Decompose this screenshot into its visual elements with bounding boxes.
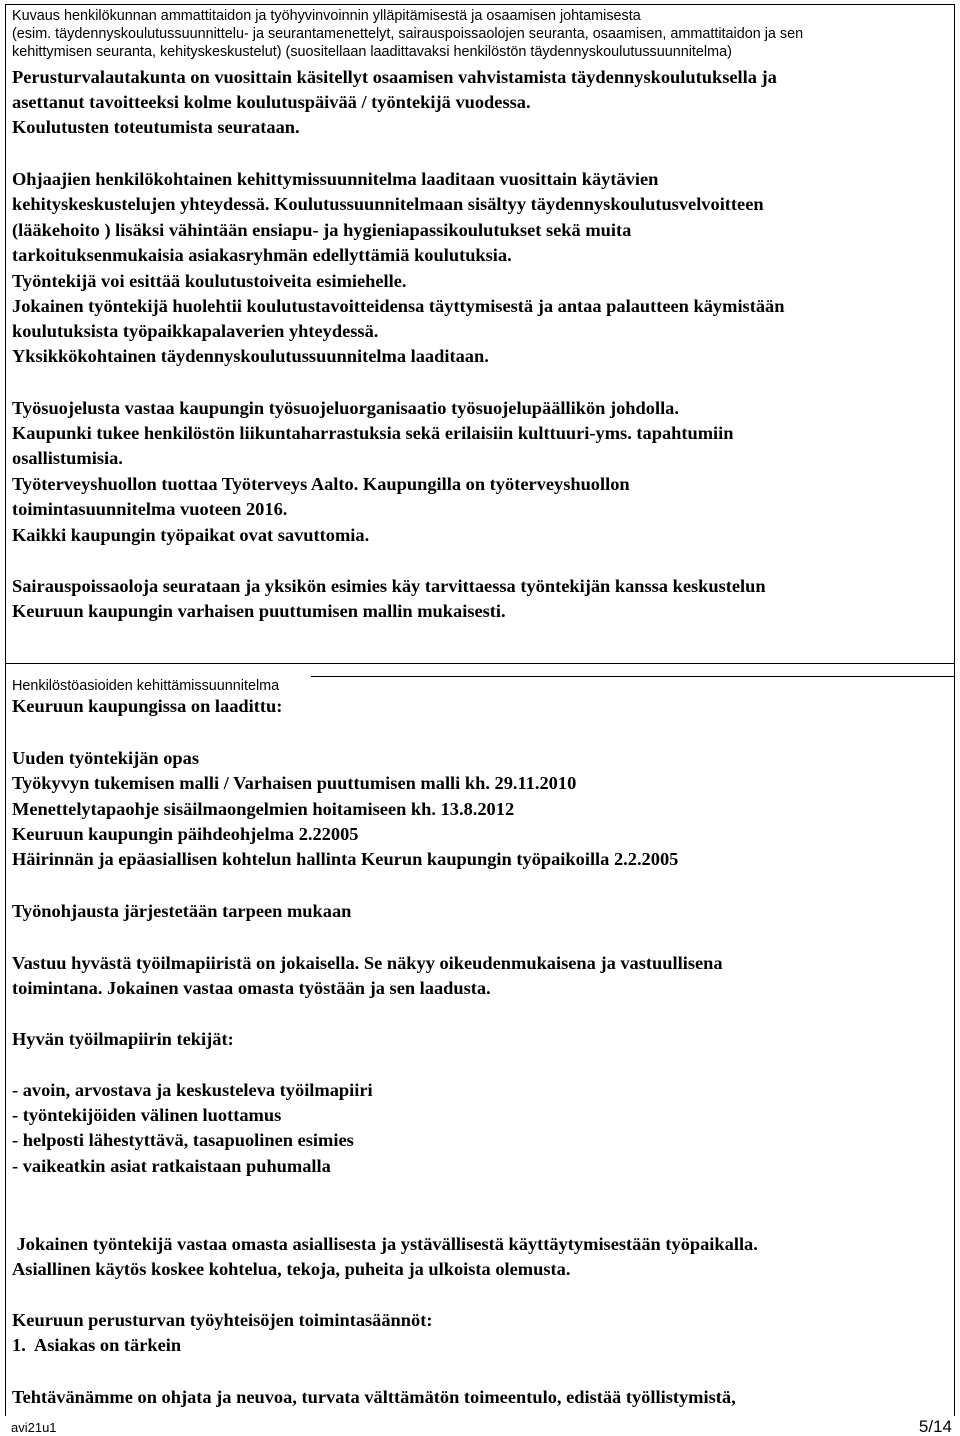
body-line: toimintasuunnitelma vuoteen 2016. [12, 499, 288, 519]
body-line: Jokainen työntekijä huolehtii koulutustavoitteidensa täyttymisestä ja antaa palautteen käymistään [12, 296, 785, 316]
body-line: toimintana. Jokainen vastaa omasta työstään ja sen laadusta. [12, 978, 491, 998]
body-line: Työkyvyn tukemisen malli / Varhaisen puuttumisen malli kh. 29.11.2010 [12, 773, 577, 793]
body-line: Asiallinen käytös koskee kohtelua, tekoja, puheita ja ulkoista olemusta. [12, 1259, 571, 1279]
body-line: (lääkehoito ) lisäksi vähintään ensiapu- ja hygieniapassikoulutukset sekä muita [12, 220, 632, 240]
body-line: Keuruun kaupungissa on laadittu: [12, 696, 283, 716]
body-line: Työsuojelusta vastaa kaupungin työsuojeluorganisaatio työsuojelupäällikön johdolla. [12, 398, 679, 418]
document-code: avi21u1 [11, 1420, 57, 1435]
header-line: kehittymisen seuranta, kehityskeskustelut) (suositellaan laadittavaksi henkilöstön täydennyskoulutussuunnitelma) [12, 44, 732, 60]
body-line: Keuruun kaupungin päihdeohjelma 2.22005 [12, 824, 359, 844]
body-line: Yksikkökohtainen täydennyskoulutussuunnitelma laaditaan. [12, 346, 489, 366]
body-line: Jokainen työntekijä vastaa omasta asiallisesta ja ystävällisestä käyttäytymisestään työpaikalla. [12, 1234, 758, 1254]
body-line: Työnohjausta järjestetään tarpeen mukaan [12, 901, 352, 921]
section-divider [5, 663, 955, 664]
section-heading: Henkilöstöasioiden kehittämissuunnitelma [12, 678, 280, 694]
page-number: 5/14 [918, 1417, 952, 1436]
list-item: - työntekijöiden välinen luottamus [12, 1105, 282, 1125]
body-line: Ohjaajien henkilökohtainen kehittymissuunnitelma laaditaan vuosittain käytävien [12, 169, 659, 189]
body-line: Koulutusten toteutumista seurataan. [12, 117, 300, 137]
list-item: - helposti lähestyttävä, tasapuolinen esimies [12, 1130, 354, 1150]
body-line: osallistumisia. [12, 448, 123, 468]
numbered-item: 1. Asiakas on tärkein [12, 1335, 182, 1355]
body-line: koulutuksista työpaikkapalaverien yhteydessä. [12, 321, 379, 341]
header-line: Kuvaus henkilökunnan ammattitaidon ja työhyvinvoinnin ylläpitämisestä ja osaamisen johtamisesta [12, 8, 641, 24]
body-line: Uuden työntekijän opas [12, 748, 200, 768]
body-line: kehityskeskustelujen yhteydessä. Koulutussuunnitelmaan sisältyy täydennyskoulutusvelvoitteen [12, 194, 764, 214]
body-line: Työntekijä voi esittää koulutustoiveita esimiehelle. [12, 271, 407, 291]
list-item: - vaikeatkin asiat ratkaistaan puhumalla [12, 1156, 331, 1176]
body-line: Vastuu hyvästä työilmapiiristä on jokaisella. Se näkyy oikeudenmukaisena ja vastuullisena [12, 953, 723, 973]
body-line: Työterveyshuollon tuottaa Työterveys Aalto. Kaupungilla on työterveyshuollon [12, 474, 630, 494]
list-item: - avoin, arvostava ja keskusteleva työilmapiiri [12, 1080, 373, 1100]
body-line: Keuruun kaupungin varhaisen puuttumisen mallin mukaisesti. [12, 601, 506, 621]
body-line: Häirinnän ja epäasiallisen kohtelun hallinta Keurun kaupungin työpaikoilla 2.2.2005 [12, 849, 679, 869]
heading-rule [311, 676, 955, 677]
body-line: Keuruun perusturvan työyhteisöjen toimintasäännöt: [12, 1310, 433, 1330]
body-line: Kaikki kaupungin työpaikat ovat savuttomia. [12, 525, 370, 545]
body-line: Sairauspoissaoloja seurataan ja yksikön esimies käy tarvittaessa työntekijän kanssa keskustelun [12, 576, 766, 596]
body-line: Perusturvalautakunta on vuosittain käsitellyt osaamisen vahvistamista täydennyskoulutuksella ja [12, 67, 777, 87]
body-line: asettanut tavoitteeksi kolme koulutuspäivää / työntekijä vuodessa. [12, 92, 531, 112]
body-line: Hyvän työilmapiirin tekijät: [12, 1029, 234, 1049]
body-line: Kaupunki tukee henkilöstön liikuntaharrastuksia sekä erilaisiin kulttuuri-yms. tapahtumiin [12, 423, 734, 443]
body-line: Tehtävänämme on ohjata ja neuvoa, turvata välttämätön toimeentulo, edistää työllistymistä, [12, 1387, 736, 1407]
body-line: Menettelytapaohje sisäilmaongelmien hoitamiseen kh. 13.8.2012 [12, 799, 515, 819]
body-line: tarkoituksenmukaisia asiakasryhmän edellyttämiä koulutuksia. [12, 245, 512, 265]
header-line: (esim. täydennyskoulutussuunnittelu- ja seurantamenettelyt, sairauspoissaolojen seuranta, osaamisen, ammattitaidon ja sen [12, 26, 804, 42]
